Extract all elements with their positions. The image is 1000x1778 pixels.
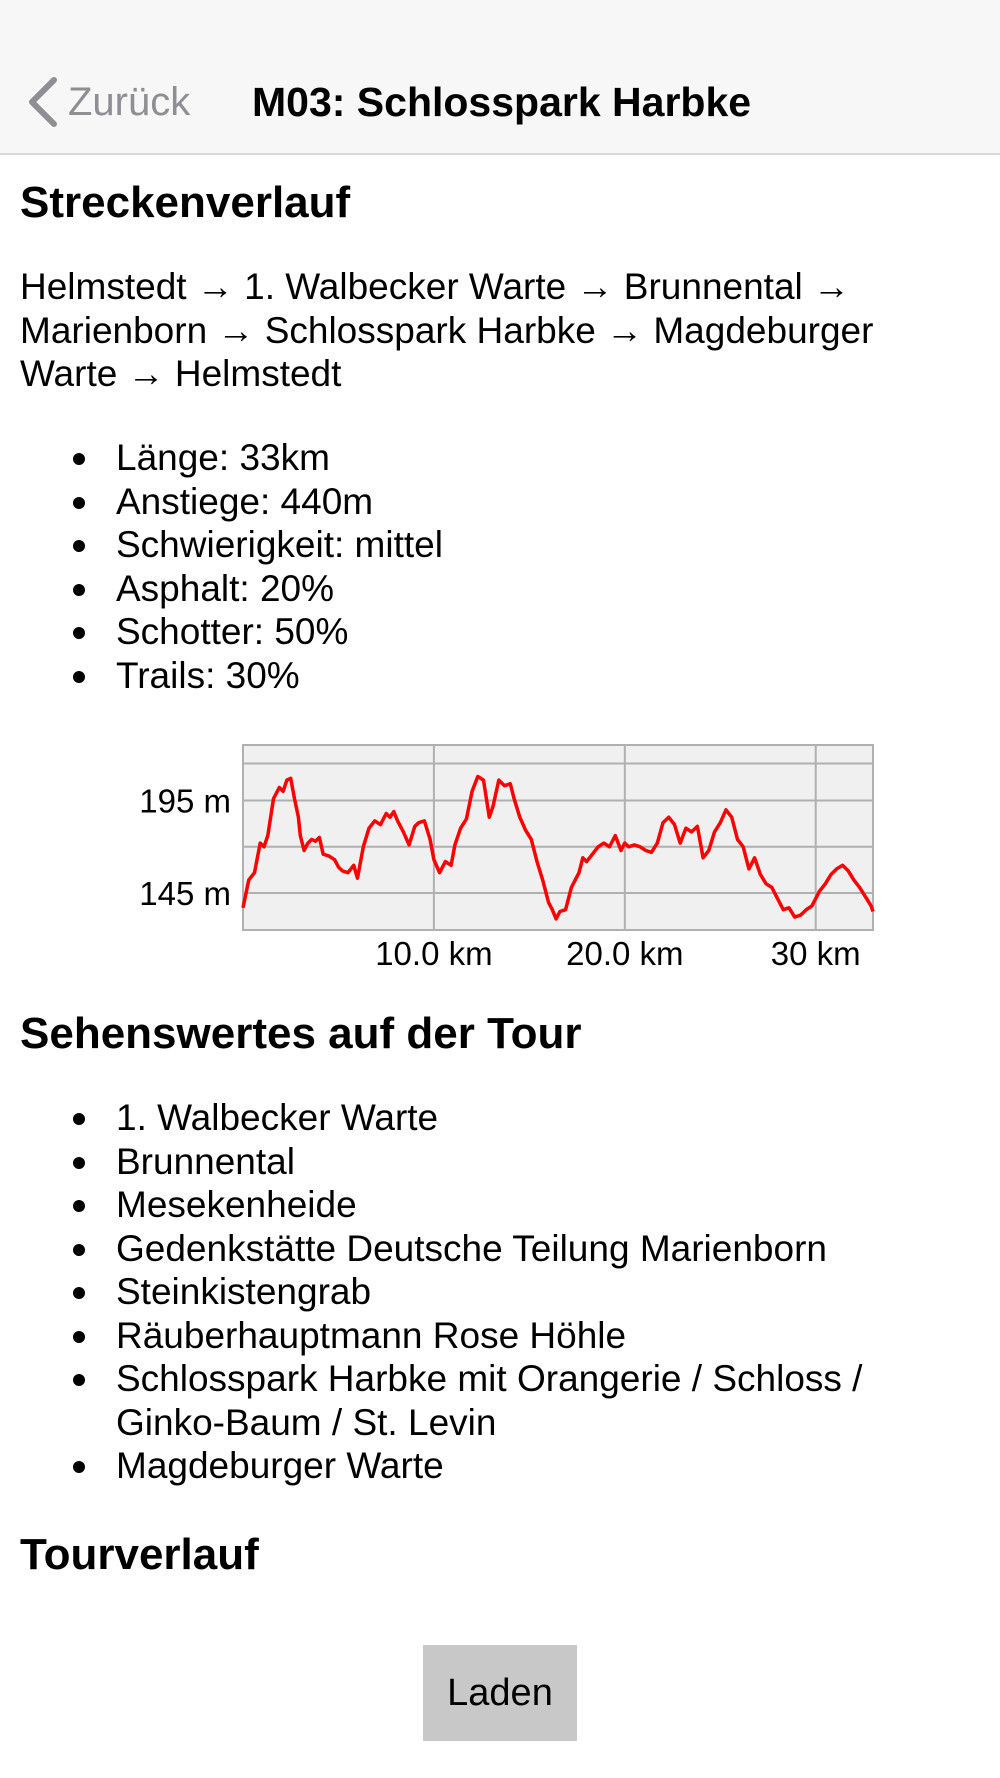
load-button[interactable]: Laden xyxy=(423,1645,577,1741)
chart-y-tick-label: 195 m xyxy=(139,782,231,820)
chart-x-tick-label: 20.0 km xyxy=(566,935,684,970)
chart-x-tick-label: 10.0 km xyxy=(375,935,493,970)
back-button[interactable] xyxy=(26,74,190,130)
back-button-label: Zurück xyxy=(68,80,191,124)
chevron-left-icon xyxy=(26,76,60,128)
list-item: Schotter: 50% xyxy=(20,610,443,654)
list-item: Mesekenheide xyxy=(20,1183,880,1227)
list-item: 1. Walbecker Warte xyxy=(20,1096,880,1140)
sights-heading: Sehenswertes auf der Tour xyxy=(20,1009,582,1058)
page-title: M03: Schlosspark Harbke xyxy=(252,79,752,125)
list-item: Schwierigkeit: mittel xyxy=(20,523,443,567)
route-heading: Streckenverlauf xyxy=(20,178,351,227)
list-item: Gedenkstätte Deutsche Teilung Marienborn xyxy=(20,1227,880,1271)
chart-y-tick-label: 145 m xyxy=(139,875,231,912)
elevation-profile-chart xyxy=(20,730,980,970)
elevation-chart-svg xyxy=(20,730,980,970)
list-item: Anstiege: 440m xyxy=(20,480,443,524)
list-item: Asphalt: 20% xyxy=(20,567,443,611)
list-item: Schlosspark Harbke mit Orangerie / Schloss / Ginko-Baum / St. Levin xyxy=(20,1357,880,1444)
sights-list xyxy=(20,1096,880,1488)
route-description: Helmstedt → 1. Walbecker Warte → Brunnental → Marienborn → Schlosspark Harbke → Magdeburger Warte → Helmstedt xyxy=(20,266,874,394)
tour-heading: Tourverlauf xyxy=(20,1530,259,1579)
list-item: Räuberhauptmann Rose Höhle xyxy=(20,1314,880,1358)
list-item: Brunnental xyxy=(20,1140,880,1184)
facts-list xyxy=(20,436,443,697)
chart-x-tick-label: 30 km xyxy=(770,935,861,970)
list-item: Steinkistengrab xyxy=(20,1270,880,1314)
list-item: Länge: 33km xyxy=(20,436,443,480)
list-item: Trails: 30% xyxy=(20,654,443,698)
navigation-bar xyxy=(0,0,1000,155)
list-item: Magdeburger Warte xyxy=(20,1444,880,1488)
